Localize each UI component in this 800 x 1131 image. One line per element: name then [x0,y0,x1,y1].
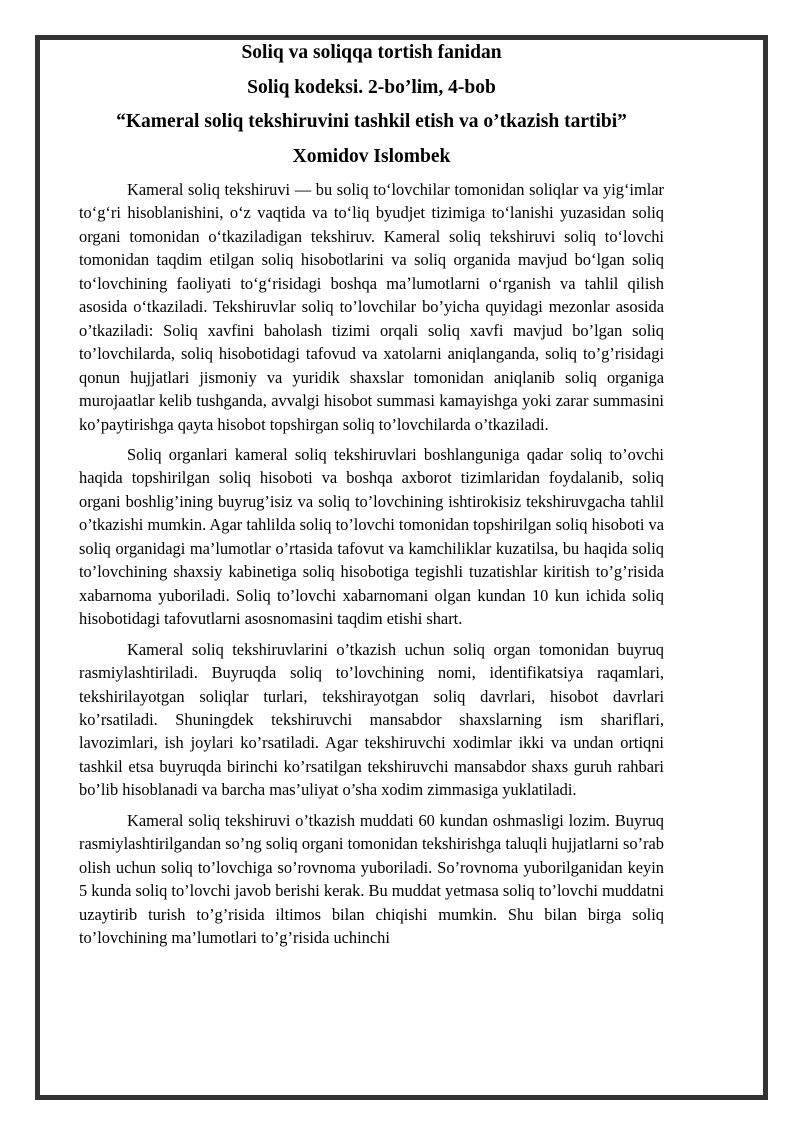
paragraph-2: Soliq organlari kameral soliq tekshiruvlari boshlanguniga qadar soliq to’ovchi haqida topshirilgan soliq hisoboti va boshqa axborot tizimlaridan foydalanib, soliq organi boshlig’ining buyrug’isiz va soliq to’lovchining ishtirokisiz tekshiruvgacha tahlil o’tkazishi mumkin. Agar tahlilda soliq to’lovchi tomonidan topshirilgan soliq hisoboti va soliq organidagi ma’lumotlar o’rtasida tafovut va kamchiliklar kuzatilsa, bu haqida soliq to’lovchining shaxsiy kabinetiga soliq hisobotiga tegishli tuzatishlar kiritish to’g’risida xabarnoma yuboriladi. Soliq to’lovchi xabarnomani olgan kundan 10 kun ichida soliq hisobotidagi tafovutlarni asosnomasini taqdim etishi shart. [79,444,664,629]
document-author: Xomidov Islombek [292,145,451,167]
paragraph-3: Kameral soliq tekshiruvlarini o’tkazish uchun soliq organ tomonidan buyruq rasmiylashtiriladi. Buyruqda soliq to’lovchining nomi, identifikatsiya raqamlari, tekshirilayotgan soliqlar turlari, tekshirayotgan soliq davrlari, hisobot davrlari ko’rsatiladi. Shuningdek tekshiruvchi mansabdor shaxslarning ism shariflari, lavozimlari, ish joylari ko’rsatiladi. Agar tekshiruvchi xodimlar ikki va undan ortiqni tashkil etsa buyruqda birinchi ko’rsatilgan tekshiruvchi mansabdor shaxs guruh rahbari bo’lib hisoblanadi va barcha mas’uliyat o’sha xodim zimmasiga yuklatiladi. [79,639,664,800]
document-topic-heading: “Kameral soliq tekshiruvini tashkil etish va o’tkazish tartibi” [116,111,627,132]
document-body [79,36,664,957]
document-code-heading: Soliq kodeksi. 2-bo’lim, 4-bob [247,76,496,98]
paragraph-1: Kameral soliq tekshiruvi — bu soliq toʻlovchilar tomonidan soliqlar va yigʻimlar toʻgʻri hisoblanishini, oʻz vaqtida va toʻliq byudjet tizimiga toʻlanishi yuzasidan soliq organi tomonidan oʻtkaziladigan tekshiruv. Kameral soliq tekshiruvi soliq toʻlovchi tomonidan taqdim etilgan soliq hisobotlarini va soliq organida mavjud boʻlgan soliq toʻlovchining faoliyati toʻgʻrisidagi boshqa maʼlumotlarni oʻrganish va tahlil qilish asosida oʻtkaziladi. Tekshiruvlar soliq to’lovchilar bo’yicha quyidagi mezonlar asosida o’tkaziladi: Soliq xavfini baholash tizimi orqali soliq xavfi mavjud bo’lgan soliq to’lovchilarda, soliq hisobotidagi tafovud va xatolarni aniqlanganda, soliq to’g’risidagi qonun hujjatlari jismoniy va yuridik shaxslar tomonidan aniqlanib soliq organiga murojaatlar kelib tushganda, avvalgi hisobot summasi kamayishga yoki zarar summasini ko’paytirishga qayta hisobot topshirgan soliq to’lovchilarda o’tkaziladi. [79,180,664,434]
paragraph-4: Kameral soliq tekshiruvi o’tkazish muddati 60 kundan oshmasligi lozim. Buyruq rasmiylashtirilgandan so’ng soliq organi tomonidan tekshirishga taluqli hujjatlarni so’rab olish uchun soliq to’lovchiga so’rovnoma yuboriladi. So’rovnoma yuborilganidan keyin 5 kunda soliq to’lovchi javob berishi kerak. Bu muddat yetmasa soliq to’lovchi muddatni uzaytirib turish to’g’risida iltimos bilan chiqishi mumkin. Shu bilan birga soliq to’lovchining ma’lumotlari to’g’risida uchinchi [79,810,664,948]
document-subject-heading: Soliq va soliqqa tortish fanidan [241,42,502,63]
document-text [79,178,664,950]
